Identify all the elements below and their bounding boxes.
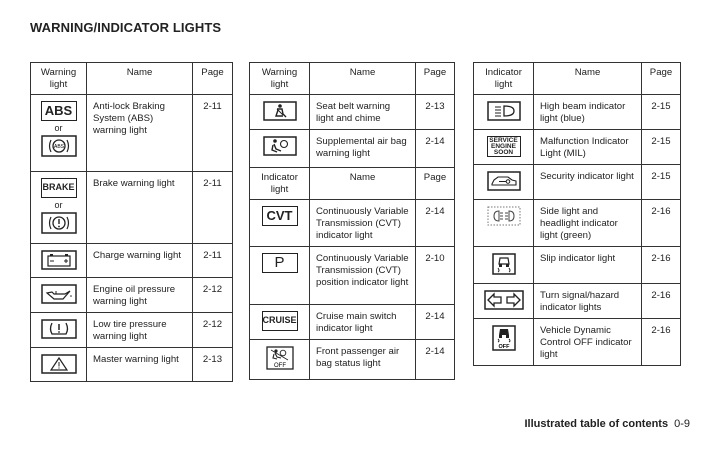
side-light-icon: [487, 206, 521, 226]
row-name: Charge warning light: [87, 244, 193, 278]
table-header-row: [250, 63, 455, 95]
table-row: [250, 95, 455, 130]
row-page: 2-15: [642, 95, 681, 130]
page-title: WARNING/INDICATOR LIGHTS: [30, 20, 222, 35]
row-name: Cruise main switch indicator light: [310, 305, 416, 340]
table-row: [474, 284, 681, 319]
table-row: [474, 247, 681, 284]
table-row: [31, 313, 233, 348]
oil-can-icon: [41, 284, 77, 304]
table-row: [250, 247, 455, 305]
security-car-key-icon: [487, 171, 521, 191]
header-name: Name: [310, 63, 416, 95]
header-light: Indicator light: [474, 63, 534, 95]
row-name: Continuously Variable Transmission (CVT) indicator light: [310, 200, 416, 247]
table-subheader-row: [250, 168, 455, 200]
airbag-icon-cell: [250, 130, 310, 168]
table-row: [474, 130, 681, 165]
header-page: Page: [642, 63, 681, 95]
master-warning-icon-cell: [31, 348, 87, 382]
svg-text:ABS: ABS: [53, 144, 64, 150]
or-label: or: [54, 123, 63, 133]
or-label: or: [54, 200, 63, 210]
row-name: High beam indicator light (blue): [534, 95, 642, 130]
battery-icon-cell: [31, 244, 87, 278]
row-name: Front passenger air bag status light: [310, 340, 416, 380]
row-page: 2-10: [416, 247, 455, 305]
row-page: 2-15: [642, 130, 681, 165]
tire-pressure-icon: [41, 319, 77, 339]
row-page: 2-16: [642, 247, 681, 284]
row-name: Anti-lock Braking System (ABS) warning light: [87, 95, 193, 172]
row-page: 2-13: [193, 348, 233, 382]
table-row: [250, 200, 455, 247]
tire-icon-cell: [31, 313, 87, 348]
row-page: 2-14: [416, 340, 455, 380]
row-page: 2-14: [416, 130, 455, 168]
table-row: [474, 200, 681, 247]
table-row: [250, 340, 455, 380]
park-position-icon: P: [262, 253, 298, 273]
warning-lights-table-2: [249, 62, 455, 380]
cvt-icon-cell: [250, 200, 310, 247]
abs-icon: ABS: [41, 101, 77, 121]
table-row: [250, 305, 455, 340]
table-row: [31, 348, 233, 382]
table-row: [31, 278, 233, 313]
side-light-icon-cell: [474, 200, 534, 247]
row-name: Engine oil pressure warning light: [87, 278, 193, 313]
vdc-off-icon-cell: [474, 319, 534, 366]
row-page: 2-13: [416, 95, 455, 130]
slip-icon-cell: [474, 247, 534, 284]
position-icon-cell: [250, 247, 310, 305]
brake-icon: BRAKE: [41, 178, 77, 198]
row-page: 2-14: [416, 305, 455, 340]
table-row: [31, 95, 233, 172]
off-label: OFF: [498, 344, 509, 350]
row-name: Low tire pressure warning light: [87, 313, 193, 348]
row-page: 2-11: [193, 244, 233, 278]
row-name: Brake warning light: [87, 172, 193, 244]
header-page: Page: [416, 63, 455, 95]
row-page: 2-14: [416, 200, 455, 247]
table-row: [474, 319, 681, 366]
header-name: Name: [87, 63, 193, 95]
table-header-row: [31, 63, 233, 95]
slip-indicator-icon: [492, 253, 516, 275]
footer-text: Illustrated table of contents: [524, 418, 669, 430]
row-name: Continuously Variable Transmission (CVT) position indicator light: [310, 247, 416, 305]
warning-lights-table-1: [30, 62, 233, 382]
row-page: 2-12: [193, 278, 233, 313]
high-beam-icon-cell: [474, 95, 534, 130]
table-row: [31, 172, 233, 244]
row-page: 2-16: [642, 319, 681, 366]
abs-icon-cell: [31, 95, 87, 172]
master-warning-icon: [41, 354, 77, 374]
abs-circle-icon: [41, 135, 77, 157]
airbag-icon: [263, 136, 297, 156]
cvt-icon: CVT: [262, 206, 298, 226]
row-page: 2-16: [642, 284, 681, 319]
row-page: 2-11: [193, 172, 233, 244]
table-row: [474, 95, 681, 130]
table-row: [31, 244, 233, 278]
indicator-lights-table: [473, 62, 681, 366]
high-beam-icon: [487, 101, 521, 121]
cruise-icon: CRUISE: [262, 311, 298, 331]
seatbelt-icon: [263, 101, 297, 121]
passenger-airbag-icon-cell: [250, 340, 310, 380]
row-name: Master warning light: [87, 348, 193, 382]
row-name: Side light and headlight indicator light (green): [534, 200, 642, 247]
passenger-airbag-off-icon: [266, 346, 294, 370]
battery-icon: [41, 250, 77, 270]
header-name: Name: [534, 63, 642, 95]
row-page: 2-12: [193, 313, 233, 348]
table-header-row: [474, 63, 681, 95]
vdc-off-icon: [492, 325, 516, 351]
row-name: Security indicator light: [534, 165, 642, 200]
row-name: Supplemental air bag warning light: [310, 130, 416, 168]
security-icon-cell: [474, 165, 534, 200]
brake-circle-icon: [41, 212, 77, 234]
page-footer: [524, 418, 690, 430]
row-name: Slip indicator light: [534, 247, 642, 284]
turn-signal-arrows-icon: [484, 290, 524, 310]
header-page: Page: [193, 63, 233, 95]
header-light: Warning light: [31, 63, 87, 95]
row-page: 2-16: [642, 200, 681, 247]
subheader-light: Indicator light: [250, 168, 310, 200]
off-label: OFF: [273, 363, 286, 369]
page-number: 0-9: [674, 418, 690, 430]
brake-icon-cell: [31, 172, 87, 244]
row-name: Seat belt warning light and chime: [310, 95, 416, 130]
row-page: 2-11: [193, 95, 233, 172]
service-engine-soon-icon: SERVICE ENGINE SOON: [487, 136, 521, 157]
cruise-icon-cell: [250, 305, 310, 340]
seatbelt-icon-cell: [250, 95, 310, 130]
row-name: Malfunction Indicator Light (MIL): [534, 130, 642, 165]
subheader-name: Name: [310, 168, 416, 200]
row-name: Vehicle Dynamic Control OFF indicator light: [534, 319, 642, 366]
row-name: Turn signal/hazard indicator lights: [534, 284, 642, 319]
table-row: [250, 130, 455, 168]
oil-icon-cell: [31, 278, 87, 313]
header-light: Warning light: [250, 63, 310, 95]
row-page: 2-15: [642, 165, 681, 200]
table-row: [474, 165, 681, 200]
turn-signal-icon-cell: [474, 284, 534, 319]
mil-icon-cell: [474, 130, 534, 165]
subheader-page: Page: [416, 168, 455, 200]
